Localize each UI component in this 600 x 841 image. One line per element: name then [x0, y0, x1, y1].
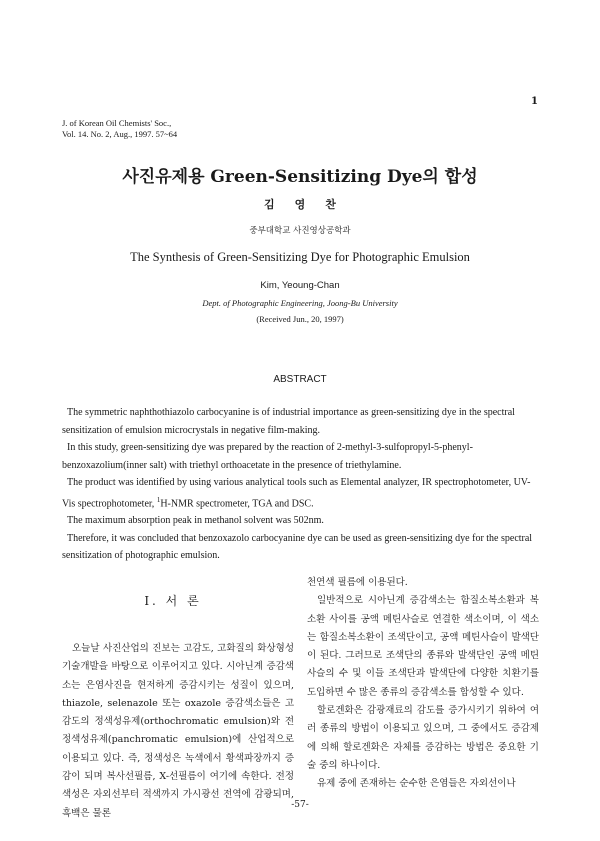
abstract-paragraph: The product was identified by using various analytical tools such as Elemental analyzer, IR spectrophotometer, UV-Vis spectrophotometer, $^1$H-NMR spectrometer, TGA and DSC. [62, 477, 531, 509]
korean-title: 사진유제용 Green-Sensitizing Dye의 합성 [122, 167, 478, 187]
abstract-paragraph: Therefore, it was concluded that benzoxazolo carbocyanine dye can be used as green-sensitizing dye for the spectral sensitization of photographic emulsion. [62, 532, 533, 562]
journal-line-2: Vol. 14. No. 2, Aug., 1997. 57~64 [62, 129, 178, 139]
abstract-paragraph: The symmetric naphthothiazolo carbocyanine is of industrial importance as green-sensitizing dye in the spectral sensitization of emulsion microcrystals in negative film-making. [62, 407, 515, 436]
korean-affiliation: 중부대학교 사진영상공학과 [249, 226, 351, 236]
abstract-heading: ABSTRACT [273, 374, 327, 385]
body-paragraph: 천연색 필름에 이용된다. [307, 577, 408, 588]
superscript: 1 [156, 495, 161, 504]
abstract-paragraph: The maximum absorption peak in methanol solvent was 502nm. [67, 515, 324, 527]
body-paragraph: 유제 중에 존재하는 순수한 은염들은 자외선이나 [317, 778, 516, 790]
english-title: The Synthesis of Green-Sensitizing Dye for Photographic Emulsion [130, 250, 470, 264]
abstract-body [62, 404, 540, 565]
body-paragraph: 일반적으로 시아닌계 증감색소는 함질소복소환과 복소환 사이를 공액 메틴사슬로 연결한 색소이며, 이 색소는 함질소복소환이 조색단이고, 공액 메틴사슬이 발색단이 된다. 그러므로 조색단의 종류와 발색단인 공액 메틴사슬의 수 및 이들 조색단과 발색단에 다양한 치환기를 도입하면 수 많은 종류의 증감색소를 합성할 수 있다. [307, 595, 539, 698]
section-heading-introduction: I. 서 론 [144, 594, 202, 608]
page-number: 1 [531, 96, 538, 107]
left-column [62, 640, 294, 823]
journal-line-1: J. of Korean Oil Chemists' Soc., [62, 118, 172, 128]
abstract-paragraph: In this study, green-sensitizing dye was prepared by the reaction of 2-methyl-3-sulfopropyl-5-phenyl-benzoxazolium(inner salt) with triethyl orthoacetate in the presence of triethylamine. [62, 442, 473, 471]
right-column [307, 574, 539, 794]
journal-citation [62, 118, 177, 140]
english-affiliation: Dept. of Photographic Engineering, Joong-Bu University [202, 298, 398, 308]
english-author: Kim, Yeoung-Chan [260, 280, 340, 291]
korean-author: 김영찬 [264, 198, 356, 211]
received-date: (Received Jun., 20, 1997) [256, 314, 344, 324]
page-footer: -57- [291, 800, 309, 810]
body-paragraph: 할로겐화은 감광재료의 감도를 증가시키기 위하여 여러 종류의 방법이 이용되고 있으며, 그 중에서도 증감제에 의해 할로겐화은 자체를 증감하는 방법은 중요한 기술 중의 하나이다. [307, 705, 539, 771]
body-paragraph: 오늘날 사진산업의 진보는 고감도, 고화질의 화상형성 기술개발을 바탕으로 이루어지고 있다. 시아닌계 증감색소는 은염사진을 현저하게 증감시키는 성질이 있으며, thiazole, selenazole 또는 oxazole 증감색소들은 고감도의 정색성유제(orthochromatic emulsion)와 전정색성유제(panchromatic emulsion)에 산업적으로 이용되고 있다. 즉, 정색성은 녹색에서 황색파장까지 증감이 되며 복사선필름, X-선필름이 여기에 속한다. 전정색성은 자외선부터 적색까지 가시광선 전역에 감광되며, 흑백은 물론 [62, 643, 294, 819]
